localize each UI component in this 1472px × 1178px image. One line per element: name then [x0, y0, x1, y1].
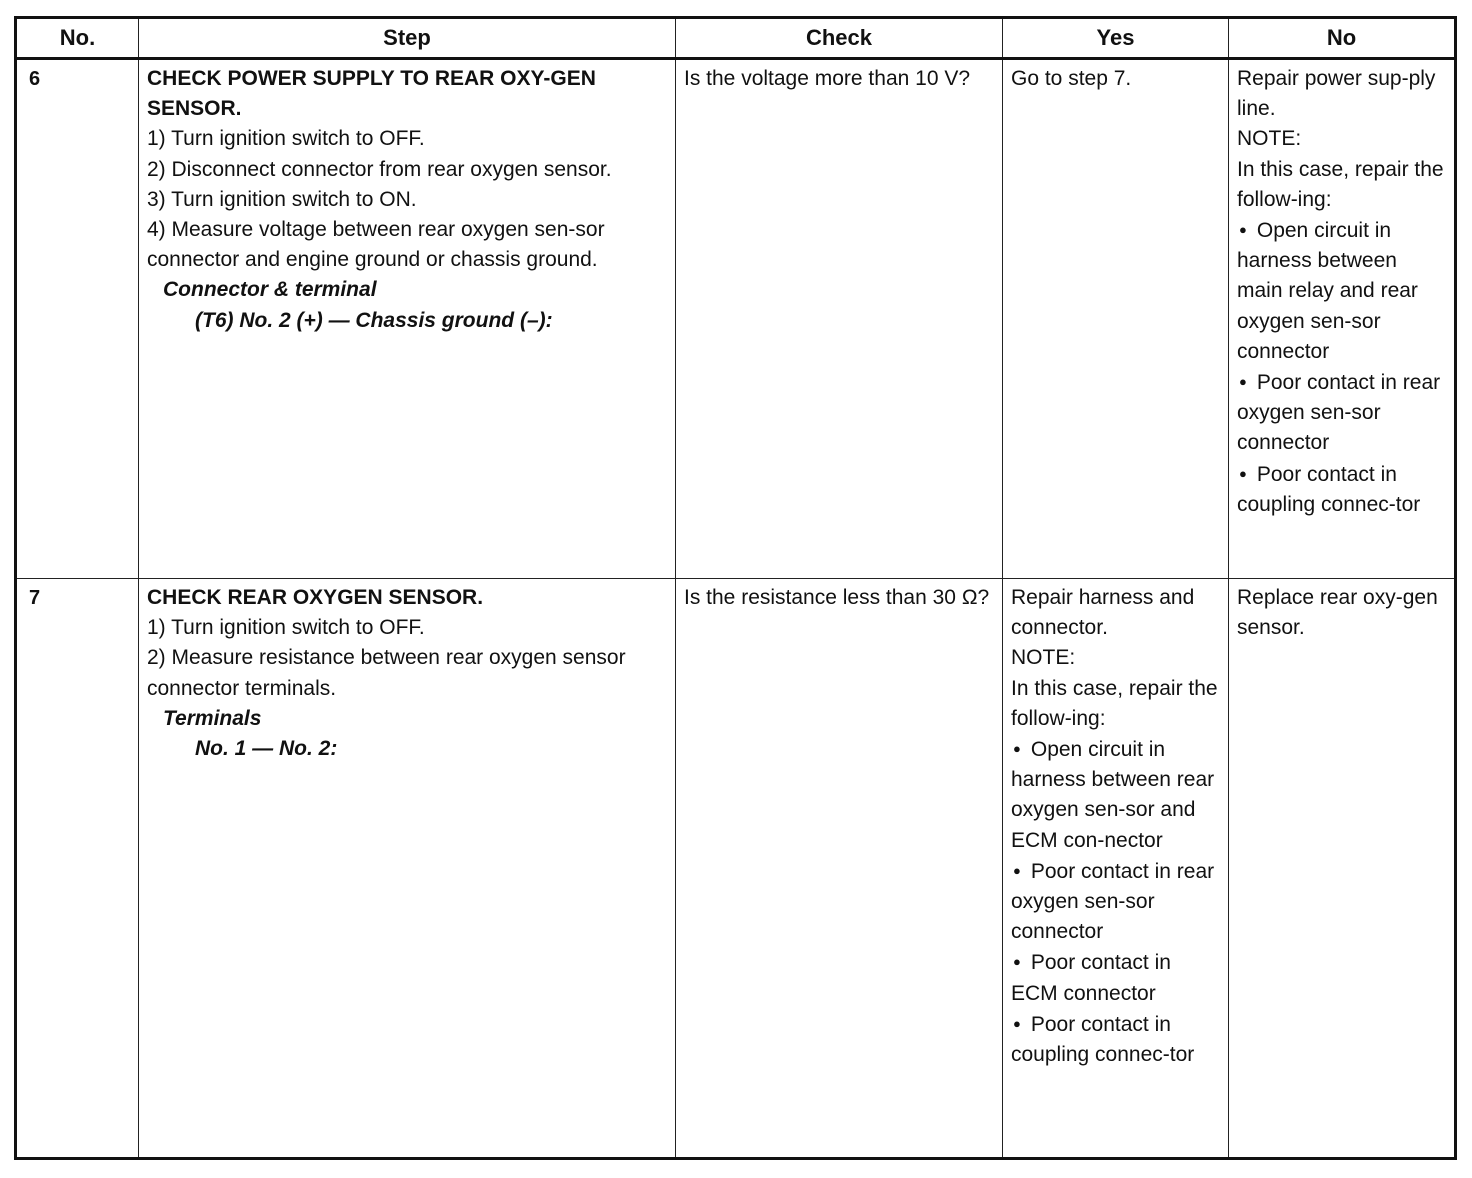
check-cell: Is the voltage more than 10 V?: [676, 59, 1003, 579]
step-cell: [139, 579, 676, 1159]
yes-action: Repair harness and connector.: [1011, 586, 1195, 640]
spec-value: (T6) No. 2 (+) — Chassis ground (–):: [195, 308, 553, 332]
table-row: [16, 59, 1456, 579]
spec-label: Connector & terminal: [163, 278, 377, 302]
yes-cell: [1003, 579, 1229, 1159]
list-item: ● Open circuit in harness between main relay and rear oxygen sen-sor connector: [1237, 215, 1446, 367]
no-cell: Replace rear oxy-gen sensor.: [1229, 579, 1456, 1159]
step-number: 7: [16, 579, 139, 1159]
yes-cell: Go to step 7.: [1003, 59, 1229, 579]
step-title: CHECK REAR OXYGEN SENSOR.: [147, 586, 484, 609]
list-item: ● Poor contact in ECM connector: [1011, 947, 1220, 1008]
step-instruction: 1) Turn ignition switch to OFF.: [147, 616, 425, 640]
table-row: [16, 579, 1456, 1159]
no-action: Repair power sup-ply line.: [1237, 67, 1436, 121]
check-cell: Is the resistance less than 30 Ω?: [676, 579, 1003, 1159]
header-no: No.: [16, 18, 139, 59]
note-intro: In this case, repair the follow-ing:: [1237, 157, 1444, 211]
note-label: NOTE:: [1011, 646, 1076, 670]
header-row: [16, 18, 1456, 59]
header-check: Check: [676, 18, 1003, 59]
spec-label: Terminals: [163, 706, 262, 730]
step-instruction: 4) Measure voltage between rear oxygen sen-sor connector and engine ground or chassis ground.: [147, 218, 605, 272]
list-item: ● Poor contact in coupling connec-tor: [1011, 1009, 1220, 1070]
step-title: CHECK POWER SUPPLY TO REAR OXY-GEN SENSOR.: [147, 67, 596, 121]
step-instruction: 1) Turn ignition switch to OFF.: [147, 127, 425, 151]
step-number: 6: [16, 59, 139, 579]
step-instruction: 3) Turn ignition switch to ON.: [147, 187, 417, 211]
note-label: NOTE:: [1237, 127, 1302, 151]
list-item: ● Open circuit in harness between rear oxygen sen-sor and ECM con-nector: [1011, 734, 1220, 856]
step-cell: [139, 59, 676, 579]
header-step: Step: [139, 18, 676, 59]
header-yes: Yes: [1003, 18, 1229, 59]
list-item: ● Poor contact in rear oxygen sen-sor connector: [1011, 856, 1220, 948]
spec-value: No. 1 — No. 2:: [195, 737, 338, 761]
list-item: ● Poor contact in coupling connec-tor: [1237, 459, 1446, 520]
step-instruction: 2) Measure resistance between rear oxygen sensor connector terminals.: [147, 646, 626, 700]
no-cell: [1229, 59, 1456, 579]
list-item: ● Poor contact in rear oxygen sen-sor connector: [1237, 367, 1446, 459]
header-no-result: No: [1229, 18, 1456, 59]
note-intro: In this case, repair the follow-ing:: [1011, 676, 1218, 730]
diagnostic-table: [14, 16, 1457, 1160]
step-instruction: 2) Disconnect connector from rear oxygen sensor.: [147, 157, 612, 181]
